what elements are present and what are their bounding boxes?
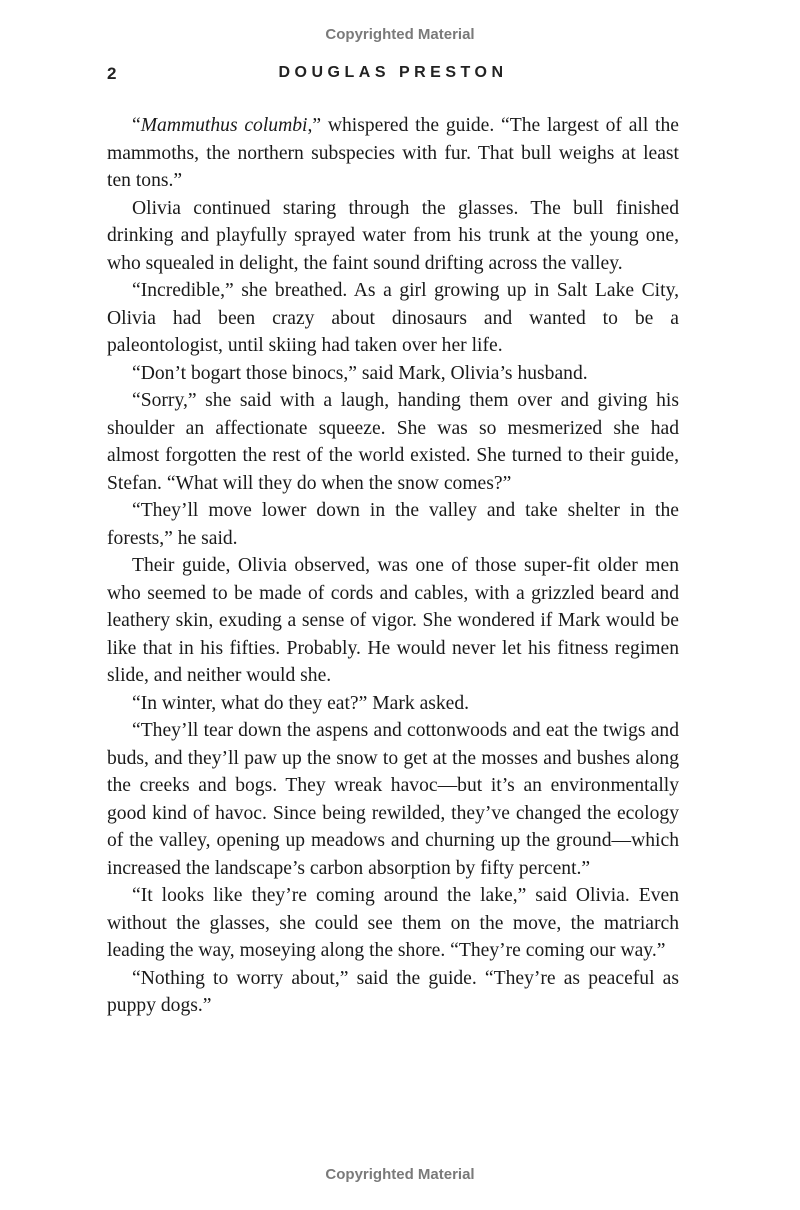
body-text (107, 112, 679, 1020)
paragraph: “They’ll move lower down in the valley and take shelter in the forests,” he said. (107, 500, 679, 549)
paragraph: Olivia continued staring through the glasses. The bull finished drinking and playfully sprayed water from his trunk at the young one, who squealed in delight, the faint sound drifting across the valley. (107, 197, 679, 274)
paragraph-rest: ,” whispered the guide. “The largest of all the mammoths, the northern subspecies with fur. That bull weighs at least ten tons.” (107, 115, 679, 191)
page-number: 2 (107, 64, 118, 83)
paragraph: “It looks like they’re coming around the lake,” said Olivia. Even without the glasses, she could see them on the move, the matriarch leading the way, moseying along the shore. “They’re coming our way.” (107, 885, 679, 961)
paragraph: “Don’t bogart those binocs,” said Mark, Olivia’s husband. (132, 362, 588, 384)
paragraph: “They’ll tear down the aspens and cottonwoods and eat the twigs and buds, and they’ll paw up the snow to get at the mosses and bushes along the creeks and bogs. They wreak havoc—but it’s an environmentally good kind of havoc. Since being rewilded, they’ve changed the ecology of the valley, opening up meadows and churning up the ground—which increased the landscape’s carbon absorption by fifty percent.” (107, 720, 679, 879)
paragraph: “Sorry,” she said with a laugh, handing them over and giving his shoulder an affectionate squeeze. She was so mesmerized she had almost forgotten the rest of the world existed. She turned to their guide, Stefan. “What will they do when the snow comes?” (107, 390, 679, 494)
paragraph: Their guide, Olivia observed, was one of those super-fit older men who seemed to be made of cords and cables, with a grizzled beard and leathery skin, exuding a sense of vigor. She wondered if Mark would be like that in his fifties. Probably. He would never let his fitness regimen slide, and neither would she. (107, 555, 679, 686)
paragraph (107, 112, 679, 195)
paragraph: “Incredible,” she breathed. As a girl growing up in Salt Lake City, Olivia had been crazy about dinosaurs and wanted to be a paleontologist, until skiing had taken over her life. (107, 280, 679, 356)
copyright-watermark-bottom: Copyrighted Material (325, 1166, 475, 1183)
paragraph: “Nothing to worry about,” said the guide. “They’re as peaceful as puppy dogs.” (107, 967, 679, 1016)
quote-open: “ (132, 115, 141, 136)
paragraph: “In winter, what do they eat?” Mark asked. (132, 692, 470, 714)
copyright-watermark-top: Copyrighted Material (325, 26, 475, 43)
running-head (107, 64, 679, 88)
author-name: DOUGLAS PRESTON (278, 64, 508, 81)
species-name: Mammuthus columbi (140, 115, 308, 136)
